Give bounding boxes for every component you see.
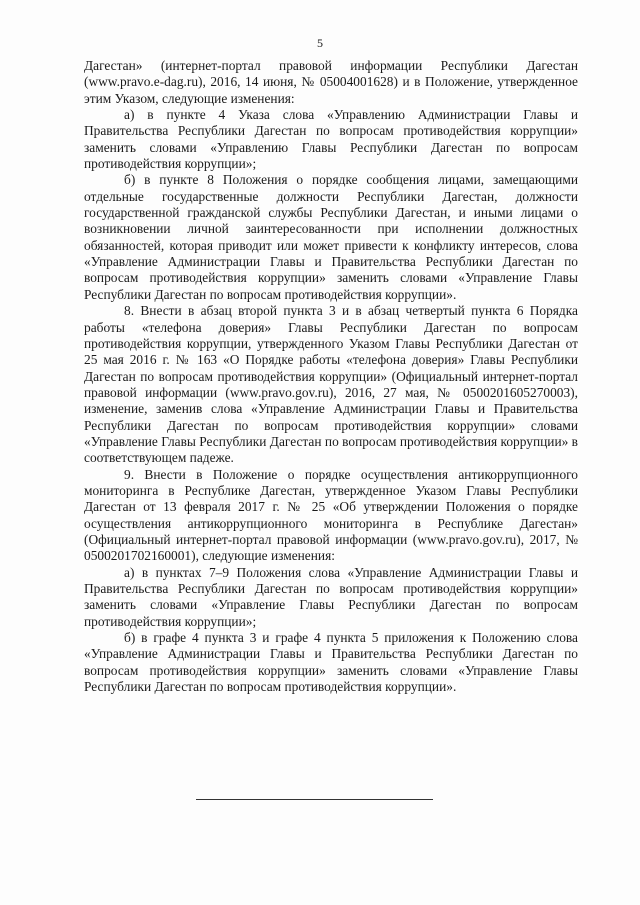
paragraph-section-9: 9. Внести в Положение о порядке осуществления антикоррупционного мониторинга в Республике Дагестан, утвержденное Указом Главы Республики Дагестан от 13 февраля 2017 г. № 25 «Об утверждении Положения о порядке осуществления антикоррупционного мониторинга в Республике Дагестан» (Официальный интернет-портал правовой информации (www.pravo.gov.ru), 2017, № 0500201702160001), следующие изменения: [84,466,578,564]
paragraph-item-b: б) в пункте 8 Положения о порядке сообщения лицами, замещающими отдельные государственные должности Республики Дагестан, должности государственной гражданской службы Республики Дагестан, и иными лицами о возникновении личной заинтересованности при исполнении должностных обязанностей, которая приводит или может привести к конфликту интересов, слова «Управление Администрации Главы и Правительства Республики Дагестан по вопросам противодействия коррупции» заменить словами «Управление Главы Республики Дагестан по вопросам противодействия коррупции». [84,172,578,302]
document-body [84,58,578,695]
paragraph-section-8: 8. Внести в абзац второй пункта 3 и в абзац четвертый пункта 6 Порядка работы «телефона доверия» Главы Республики Дагестан по вопросам противодействия коррупции, утвержденного Указом Главы Республики Дагестан от 25 мая 2016 г. № 163 «О Порядке работы «телефона доверия» Главы Республики Дагестан по вопросам противодействия коррупции» (Официальный интернет-портал правовой информации (www.pravo.gov.ru), 2016, 27 мая, № 0500201605270003), изменение, заменив слова «Управление Администрации Главы и Правительства Республики Дагестан по вопросам противодействия коррупции» словами «Управление Главы Республики Дагестан по вопросам противодействия коррупции» в соответствующем падеже. [84,303,578,466]
paragraph-section-9-item-a: а) в пунктах 7–9 Положения слова «Управление Администрации Главы и Правительства Республики Дагестан по вопросам противодействия коррупции» заменить словами «Управление Главы Республики Дагестан по вопросам противодействия коррупции»; [84,564,578,629]
page-number: 5 [317,36,323,50]
paragraph-section-9-item-b: б) в графе 4 пункта 3 и графе 4 пункта 5 приложения к Положению слова «Управление Администрации Главы и Правительства Республики Дагестан по вопросам противодействия коррупции» заменить словами «Управление Главы Республики Дагестан по вопросам противодействия коррупции». [84,630,578,695]
paragraph-item-a: а) в пункте 4 Указа слова «Управлению Администрации Главы и Правительства Республики Дагестан по вопросам противодействия коррупции» заменить словами «Управлению Главы Республики Дагестан по вопросам противодействия коррупции»; [84,107,578,172]
closing-rule [196,799,433,800]
paragraph-continuation: Дагестан» (интернет-портал правовой информации Республики Дагестан (www.pravo.e-dag.ru), 2016, 14 июня, № 05004001628) и в Положение, утвержденное этим Указом, следующие изменения: [84,58,578,106]
